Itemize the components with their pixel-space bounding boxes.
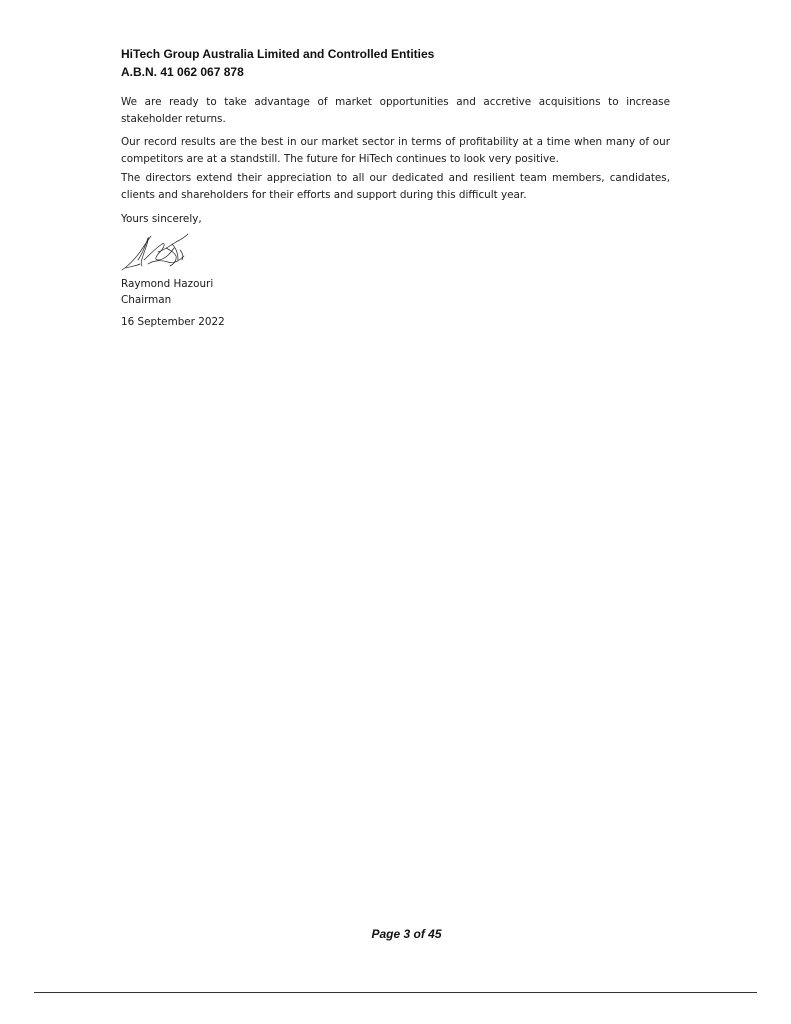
page-number: Page 3 of 45 <box>371 927 442 941</box>
letter-date: 16 September 2022 <box>121 316 225 328</box>
letter-paragraph-1: We are ready to take advantage of market opportunities and accretive acquisitions to increase stakeholder returns. <box>121 96 670 125</box>
letter-paragraph-2: Our record results are the best in our market sector in terms of profitability at a time when many of our competitors are at a standstill. The future for HiTech continues to look very positive. <box>121 136 670 165</box>
footer-divider <box>34 992 757 993</box>
handwritten-signature <box>118 230 198 274</box>
signer-name: Raymond Hazouri <box>121 278 214 290</box>
signer-title: Chairman <box>121 294 172 306</box>
letter-closing: Yours sincerely, <box>121 213 202 225</box>
document-header <box>121 45 434 81</box>
company-name: HiTech Group Australia Limited and Controlled Entities <box>121 47 435 61</box>
signer-block <box>121 276 213 308</box>
abn-number: A.B.N. 41 062 067 878 <box>121 65 244 79</box>
letter-paragraph-3: The directors extend their appreciation to all our dedicated and resilient team members, candidates, clients and shareholders for their efforts and support during this difficult year. <box>121 172 670 201</box>
